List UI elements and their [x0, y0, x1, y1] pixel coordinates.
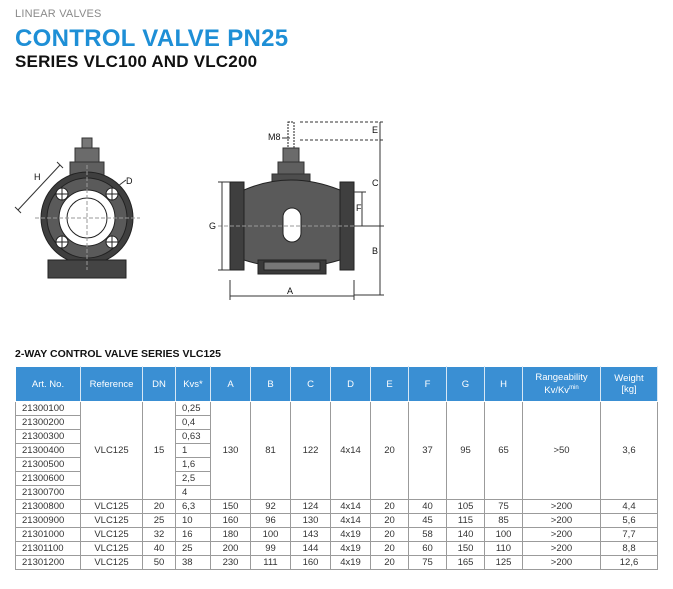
- cell-f: 75: [409, 556, 447, 570]
- category-label: LINEAR VALVES: [15, 8, 102, 20]
- cell-kvs: 38: [176, 556, 211, 570]
- cell-rangeability: >50: [523, 402, 601, 500]
- cell-b: 100: [251, 528, 291, 542]
- col-header-a: A: [211, 367, 251, 402]
- cell-a: 130: [211, 402, 251, 500]
- cell-h: 85: [485, 514, 523, 528]
- cell-f: 60: [409, 542, 447, 556]
- cell-weight: 8,8: [601, 542, 658, 556]
- col-header-kvs: Kvs*: [176, 367, 211, 402]
- dim-label-b: B: [372, 246, 379, 256]
- cell-f: 37: [409, 402, 447, 500]
- cell-art: 21300500: [16, 458, 81, 472]
- col-header-d: D: [331, 367, 371, 402]
- cell-art: 21300800: [16, 500, 81, 514]
- weight-line2: [kg]: [621, 384, 637, 395]
- cell-e: 20: [371, 542, 409, 556]
- cell-kvs: 0,4: [176, 416, 211, 430]
- cell-f: 58: [409, 528, 447, 542]
- cell-a: 200: [211, 542, 251, 556]
- cell-reference: VLC125: [81, 402, 143, 500]
- cell-weight: 3,6: [601, 402, 658, 500]
- cell-art: 21300600: [16, 472, 81, 486]
- cell-art: 21301000: [16, 528, 81, 542]
- cell-kvs: 6,3: [176, 500, 211, 514]
- cell-weight: 5,6: [601, 514, 658, 528]
- page-title: CONTROL VALVE PN25: [15, 25, 289, 52]
- table-row: [16, 500, 658, 514]
- dim-label-e: E: [372, 125, 379, 135]
- table-row: [16, 556, 658, 570]
- table-row: [16, 528, 658, 542]
- weight-line1: Weight: [614, 373, 644, 384]
- cell-d: 4x14: [331, 514, 371, 528]
- col-header-e: E: [371, 367, 409, 402]
- dim-label-a: A: [287, 286, 294, 296]
- cell-g: 105: [447, 500, 485, 514]
- cell-e: 20: [371, 528, 409, 542]
- cell-kvs: 2,5: [176, 472, 211, 486]
- cell-b: 92: [251, 500, 291, 514]
- cell-a: 180: [211, 528, 251, 542]
- cell-reference: VLC125: [81, 514, 143, 528]
- cell-weight: 12,6: [601, 556, 658, 570]
- cell-kvs: 1,6: [176, 458, 211, 472]
- cell-art: 21300700: [16, 486, 81, 500]
- cell-art: 21301200: [16, 556, 81, 570]
- cell-weight: 4,4: [601, 500, 658, 514]
- cell-g: 115: [447, 514, 485, 528]
- cell-b: 99: [251, 542, 291, 556]
- cell-b: 111: [251, 556, 291, 570]
- cell-rangeability: >200: [523, 556, 601, 570]
- cell-h: 65: [485, 402, 523, 500]
- cell-rangeability: >200: [523, 542, 601, 556]
- col-header-art: Art. No.: [16, 367, 81, 402]
- cell-e: 20: [371, 402, 409, 500]
- cell-c: 143: [291, 528, 331, 542]
- rangeability-sup: min: [569, 384, 579, 391]
- cell-reference: VLC125: [81, 542, 143, 556]
- cell-d: 4x19: [331, 528, 371, 542]
- spec-table: [15, 366, 658, 570]
- col-header-h: H: [485, 367, 523, 402]
- cell-rangeability: >200: [523, 500, 601, 514]
- rangeability-line2: Kv/Kv: [544, 385, 570, 397]
- cell-kvs: 0,25: [176, 402, 211, 416]
- cell-g: 95: [447, 402, 485, 500]
- table-row: [16, 514, 658, 528]
- cell-kvs: 4: [176, 486, 211, 500]
- cell-g: 140: [447, 528, 485, 542]
- cell-dn: 40: [143, 542, 176, 556]
- cell-c: 160: [291, 556, 331, 570]
- dim-label-g: G: [209, 221, 217, 231]
- front-view-drawing: [15, 138, 140, 278]
- cell-c: 144: [291, 542, 331, 556]
- cell-art: 21300300: [16, 430, 81, 444]
- cell-d: 4x14: [331, 402, 371, 500]
- cell-reference: VLC125: [81, 556, 143, 570]
- valve-technical-drawing: [0, 110, 673, 310]
- cell-c: 130: [291, 514, 331, 528]
- table-row: [16, 402, 658, 416]
- dim-label-c: C: [372, 178, 379, 188]
- cell-c: 124: [291, 500, 331, 514]
- cell-dn: 15: [143, 402, 176, 500]
- cell-g: 165: [447, 556, 485, 570]
- col-header-g: G: [447, 367, 485, 402]
- table-header-row: [16, 367, 658, 402]
- cell-dn: 50: [143, 556, 176, 570]
- cell-d: 4x19: [331, 556, 371, 570]
- cell-f: 45: [409, 514, 447, 528]
- cell-h: 75: [485, 500, 523, 514]
- cell-b: 81: [251, 402, 291, 500]
- cell-reference: VLC125: [81, 500, 143, 514]
- cell-dn: 20: [143, 500, 176, 514]
- cell-f: 40: [409, 500, 447, 514]
- col-header-b: B: [251, 367, 291, 402]
- cell-a: 150: [211, 500, 251, 514]
- cell-g: 150: [447, 542, 485, 556]
- cell-h: 110: [485, 542, 523, 556]
- cell-weight: 7,7: [601, 528, 658, 542]
- cell-art: 21300900: [16, 514, 81, 528]
- dim-label-f: F: [356, 203, 362, 213]
- cell-b: 96: [251, 514, 291, 528]
- cell-kvs: 10: [176, 514, 211, 528]
- cell-rangeability: >200: [523, 528, 601, 542]
- col-header-dn: DN: [143, 367, 176, 402]
- cell-kvs: 0,63: [176, 430, 211, 444]
- rangeability-line1: Rangeability: [535, 371, 588, 383]
- cell-h: 125: [485, 556, 523, 570]
- cell-e: 20: [371, 500, 409, 514]
- cell-h: 100: [485, 528, 523, 542]
- cell-art: 21300400: [16, 444, 81, 458]
- col-header-weight: [601, 367, 658, 402]
- cell-a: 230: [211, 556, 251, 570]
- cell-art: 21300100: [16, 402, 81, 416]
- cell-rangeability: >200: [523, 514, 601, 528]
- table-row: [16, 542, 658, 556]
- cell-d: 4x14: [331, 500, 371, 514]
- col-header-rangeability: [523, 367, 601, 402]
- cell-art: 21300200: [16, 416, 81, 430]
- cell-e: 20: [371, 514, 409, 528]
- cell-kvs: 16: [176, 528, 211, 542]
- col-header-reference: Reference: [81, 367, 143, 402]
- cell-dn: 25: [143, 514, 176, 528]
- cell-d: 4x19: [331, 542, 371, 556]
- page-subtitle: SERIES VLC100 AND VLC200: [15, 52, 258, 71]
- cell-art: 21301100: [16, 542, 81, 556]
- cell-c: 122: [291, 402, 331, 500]
- cell-a: 160: [211, 514, 251, 528]
- dim-label-d: D: [126, 176, 133, 186]
- table-title: 2-WAY CONTROL VALVE SERIES VLC125: [15, 348, 221, 360]
- cell-kvs: 1: [176, 444, 211, 458]
- dim-label-h: H: [34, 172, 41, 182]
- cell-reference: VLC125: [81, 528, 143, 542]
- cell-e: 20: [371, 556, 409, 570]
- cell-kvs: 25: [176, 542, 211, 556]
- col-header-f: F: [409, 367, 447, 402]
- cell-dn: 32: [143, 528, 176, 542]
- dim-label-m8: M8: [268, 132, 281, 142]
- col-header-c: C: [291, 367, 331, 402]
